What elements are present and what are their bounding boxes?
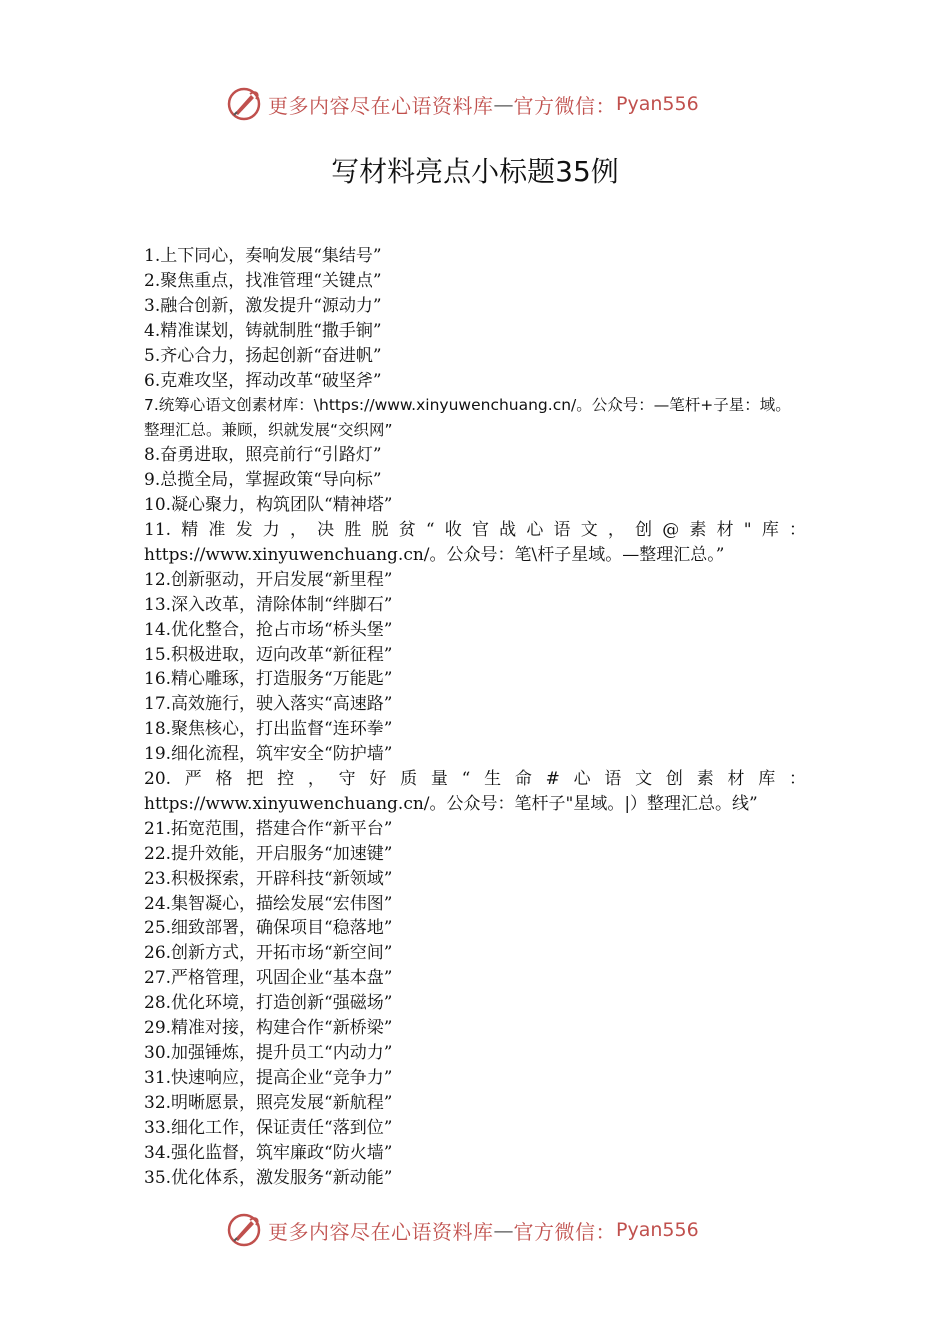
list-item: 3.融合创新，激发提升“源动力”: [144, 295, 382, 316]
header-contact-id: Pyan556: [616, 93, 699, 115]
footer-slogan: 更多内容尽在心语资料库: [268, 1219, 494, 1244]
list-item: 6.克难攻坚，挥动改革“破坚斧”: [144, 370, 382, 391]
list-item: 21.拓宽范围，搭建合作“新平台”: [144, 818, 393, 839]
header-contact-label: 官方微信：: [513, 93, 616, 118]
list-item: 10.凝心聚力，构筑团队“精神塔”: [144, 495, 393, 516]
list-item: 15.积极进取，迈向改革“新征程”: [144, 644, 393, 665]
list-item: 1.上下同心，奏响发展“集结号”: [144, 246, 382, 266]
list-item: 28.优化环境，打造创新“强磁场”: [144, 993, 393, 1014]
header-dash: —: [493, 92, 514, 116]
list-item: 25.细致部署，确保项目“稳落地”: [144, 918, 393, 939]
footer-contact-label: 官方微信：: [513, 1219, 616, 1244]
header-banner: [226, 84, 699, 124]
list-item: 5.齐心合力，扬起创新“奋进帆”: [144, 345, 382, 366]
headline-list: [144, 244, 806, 1190]
list-item: 19.细化流程，筑牢安全“防护墙”: [144, 744, 393, 765]
list-item: 4.精准谋划，铸就制胜“撒手锏”: [144, 320, 382, 341]
list-item: 23.积极探索，开辟科技“新领域”: [144, 868, 393, 889]
quill-pen-logo-icon: [226, 1212, 262, 1248]
footer-dash: —: [493, 1218, 514, 1242]
footer-banner: [226, 1210, 699, 1250]
list-item: 34.强化监督，筑牢廉政“防火墙”: [144, 1142, 393, 1163]
list-item: 26.创新方式，开拓市场“新空间”: [144, 943, 393, 964]
quill-pen-logo-icon: [226, 86, 262, 122]
list-item: 9.总揽全局，掌握政策“导向标”: [144, 470, 382, 491]
list-item: 35.优化体系，激发服务“新动能”: [144, 1167, 393, 1188]
page-title: 写材料亮点小标题35例: [331, 155, 619, 188]
list-item: 17.高效施行，驶入落实“高速路”: [144, 694, 393, 715]
list-item: 27.严格管理，巩固企业“基本盘”: [144, 968, 393, 989]
list-item: 30.加强锤炼，提升员工“内动力”: [144, 1043, 393, 1063]
list-item: 11.精准发力，决胜脱贫“收官战心语文，创@素材"库：https://www.xinyuwenchuang.cn/。公众号：笔\杆子星域。—整理汇总。”: [144, 519, 806, 565]
list-item: 7.统筹心语文创素材库：\https://www.xinyuwenchuang.cn/。公众号：—笔杆+子星：域。整理汇总。兼顾，织就发展“交织网”: [144, 396, 791, 440]
list-item: 18.聚焦核心，打出监督“连环拳”: [144, 719, 393, 740]
list-item: 31.快速响应，提高企业“竞争力”: [144, 1067, 393, 1088]
list-item: 29.精准对接，构建合作“新桥梁”: [144, 1018, 393, 1039]
list-item: 24.集智凝心，描绘发展“宏伟图”: [144, 893, 393, 914]
list-item: 14.优化整合，抢占市场“桥头堡”: [144, 619, 393, 640]
list-item: 12.创新驱动，开启发展“新里程”: [144, 569, 393, 590]
list-item: 32.明晰愿景，照亮发展“新航程”: [144, 1092, 393, 1113]
list-item: 16.精心雕琢，打造服务“万能匙”: [144, 669, 393, 690]
list-item: 33.细化工作，保证责任“落到位”: [144, 1117, 393, 1138]
list-item: 13.深入改革，清除体制“绊脚石”: [144, 594, 393, 615]
footer-contact-id: Pyan556: [616, 1219, 699, 1241]
list-item: 22.提升效能，开启服务“加速键”: [144, 843, 393, 864]
header-slogan: 更多内容尽在心语资料库: [268, 93, 494, 118]
list-item: 2.聚焦重点，找准管理“关键点”: [144, 270, 382, 291]
list-item: 20.严格把控，守好质量“生命#心语文创素材库：https://www.xinyuwenchuang.cn/。公众号：笔杆子"星域。|）整理汇总。线”: [144, 769, 806, 814]
list-item: 8.奋勇进取，照亮前行“引路灯”: [144, 445, 382, 466]
